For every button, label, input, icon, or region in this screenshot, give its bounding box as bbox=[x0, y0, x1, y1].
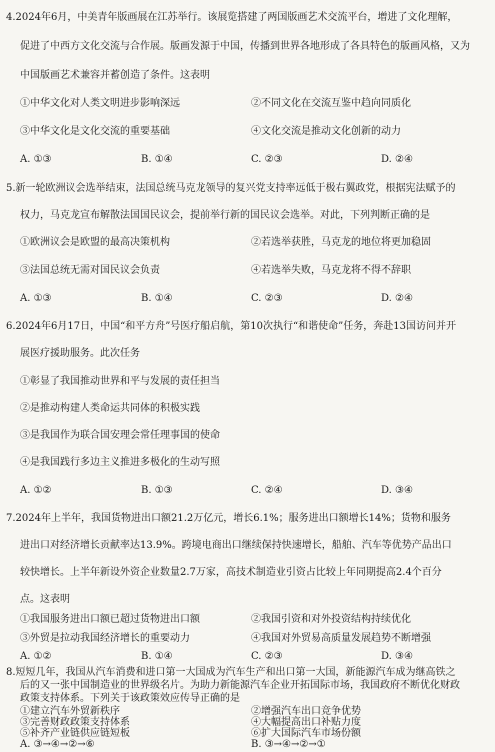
statement-item: ⑥扩大国际汽车市场份额 bbox=[251, 728, 361, 739]
question-stem-line: 8.短短几年，我国从汽车消费和进口第一大国成为汽车生产和出口第一大国，新能源汽车成为继高铁之 bbox=[6, 667, 456, 678]
statement-item: ④文化交流是推动文化创新的动力 bbox=[251, 126, 401, 137]
statement-item: ②我国引资和对外投资结构持续优化 bbox=[251, 614, 411, 625]
statement-item: ②不同文化在交流互鉴中趋向同质化 bbox=[251, 98, 411, 109]
statement-item: ②是推动构建人类命运共同体的积极实践 bbox=[20, 403, 200, 414]
answer-choice-a[interactable]: A. ③→④→②→⑥ bbox=[20, 739, 95, 750]
question-stem-line: 4.2024年6月，中美青年版画展在江苏举行。该展览搭建了两国版画艺术交流平台，增进了文化理解， bbox=[6, 12, 458, 23]
answer-choice-c[interactable]: C. ②③ bbox=[251, 154, 283, 165]
question-stem-line: 点。这表明 bbox=[20, 594, 70, 605]
statement-item: ③是我国作为联合国安理会常任理事国的使命 bbox=[20, 430, 220, 441]
statement-item: ③外贸是拉动我国经济增长的重要动力 bbox=[20, 633, 190, 644]
answer-choice-d[interactable]: D. ③④ bbox=[381, 485, 413, 496]
statement-item: ①欧洲议会是欧盟的最高决策机构 bbox=[20, 237, 170, 248]
question-stem-line: 进出口对经济增长贡献率达13.9%。跨境电商出口继续保持快速增长，船舶、汽车等优势产品出口 bbox=[20, 540, 452, 551]
question-stem-line: 7.2024年上半年，我国货物进出口额21.2万亿元，增长6.1%；服务进出口额增长14%；货物和服务 bbox=[6, 513, 451, 524]
statement-item: ①彰显了我国推动世界和平与发展的责任担当 bbox=[20, 376, 220, 387]
question-stem-line: 展医疗援助服务。此次任务 bbox=[20, 348, 140, 359]
question-stem-line: 6.2024年6月17日，中国“和平方舟”号医疗船启航，第10次执行“和谐使命”任务，奔赴13国访问并开 bbox=[6, 321, 456, 332]
statement-item: ③完善财政政策支持体系 bbox=[20, 717, 130, 728]
answer-choice-d[interactable]: D. ②④ bbox=[381, 154, 413, 165]
question-stem-line: 后的又一张中国制造业的世界级名片。为助力新能源汽车企业开拓国际市场，我国政府不断优化财政 bbox=[20, 680, 460, 691]
answer-choice-b[interactable]: B. ①④ bbox=[141, 293, 173, 304]
statement-item: ②增强汽车出口竞争优势 bbox=[251, 706, 361, 717]
statement-item: ⑤补齐产业链供应链短板 bbox=[20, 728, 130, 739]
answer-choice-a[interactable]: A. ①③ bbox=[20, 293, 52, 304]
statement-item: ①建立汽车外贸新秩序 bbox=[20, 706, 120, 717]
answer-choice-c[interactable]: C. ②③ bbox=[251, 293, 283, 304]
statement-item: ④我国对外贸易高质量发展趋势不断增强 bbox=[251, 633, 431, 644]
answer-choice-b[interactable]: B. ①④ bbox=[141, 651, 173, 662]
statement-item: ①中华文化对人类文明进步影响深远 bbox=[20, 98, 180, 109]
question-stem-line: 政策支持体系。下列关于该政策效应传导正确的是 bbox=[20, 693, 240, 704]
answer-choice-b[interactable]: B. ①③ bbox=[141, 485, 173, 496]
answer-choice-a[interactable]: A. ①② bbox=[20, 485, 52, 496]
statement-item: ④是我国践行多边主义推进多极化的生动写照 bbox=[20, 457, 220, 468]
answer-choice-a[interactable]: A. ①③ bbox=[20, 154, 52, 165]
answer-choice-d[interactable]: D. ②④ bbox=[381, 293, 413, 304]
statement-item: ③法国总统无需对国民议会负责 bbox=[20, 265, 160, 276]
statement-item: ④若选举失败，马克龙将不得不辞职 bbox=[251, 265, 411, 276]
answer-choice-b[interactable]: B. ①④ bbox=[141, 154, 173, 165]
statement-item: ②若选举获胜，马克龙的地位将更加稳固 bbox=[251, 237, 431, 248]
statement-item: ①我国服务进出口额已超过货物进出口额 bbox=[20, 614, 200, 625]
question-stem-line: 促进了中西方文化交流与合作展。版画发源于中国，传播到世界各地形成了各具特色的版画风格，又为 bbox=[20, 41, 470, 52]
question-stem-line: 较快增长。上半年新设外资企业数量2.7万家，高技术制造业引资占比较上年同期提高2.4个百分 bbox=[20, 567, 442, 578]
answer-choice-c[interactable]: C. ②④ bbox=[251, 485, 283, 496]
question-stem-line: 权力，马克龙宣布解散法国国民议会，提前举行新的国民议会选举。对此，下列判断正确的是 bbox=[20, 210, 430, 221]
statement-item: ③中华文化是文化交流的重要基础 bbox=[20, 126, 170, 137]
answer-choice-b[interactable]: B. ③→④→②→① bbox=[251, 739, 326, 750]
answer-choice-a[interactable]: A. ①② bbox=[20, 651, 52, 662]
answer-choice-c[interactable]: C. ②③ bbox=[251, 651, 283, 662]
answer-choice-d[interactable]: D. ③④ bbox=[381, 651, 413, 662]
question-stem-line: 中国版画艺术兼容并蓄创造了条件。这表明 bbox=[20, 70, 210, 81]
statement-item: ④大幅提高出口补贴力度 bbox=[251, 717, 361, 728]
question-stem-line: 5.新一轮欧洲议会选举结束，法国总统马克龙领导的复兴党支持率远低于极右翼政党，根据宪法赋予的 bbox=[6, 183, 456, 194]
